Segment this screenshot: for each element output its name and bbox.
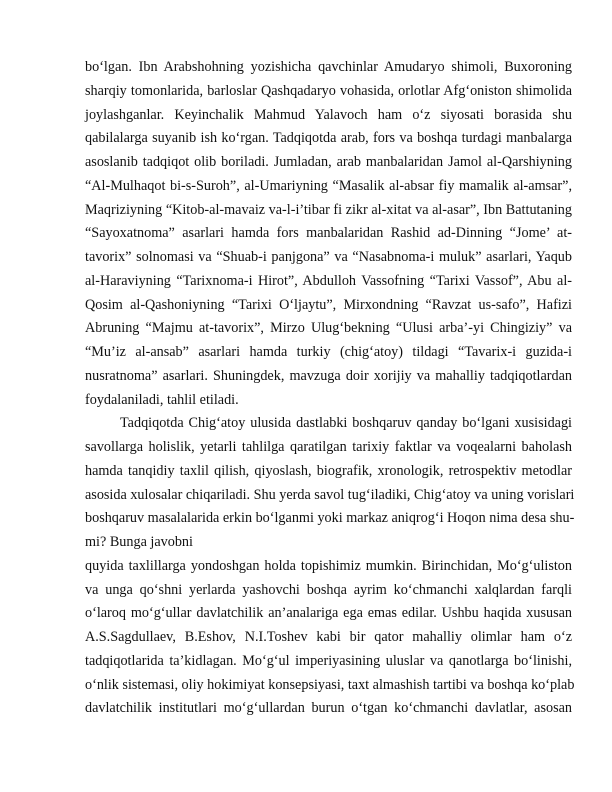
text-line: A.S.Sagdullaev, B.Eshov, N.I.Toshev kabi bir qator mahalliy olimlar ham o‘z [85, 629, 572, 645]
text-line: mi? Bunga javobni [85, 534, 193, 550]
document-page [85, 56, 575, 721]
text-line: quyida taxlillarga yondoshgan holda topishimiz mumkin. Birinchidan, Mo‘g‘uliston [85, 557, 572, 574]
text-line: va unga qo‘shni yerlarda yashovchi boshqa ayrim ko‘chmanchi xalqlardan farqli [85, 581, 572, 598]
text-line: Abruning “Majmu at-tavorix”, Mirzo Ulug‘bekning “Ulusi arba’-yi Chingiziy” va [85, 320, 572, 337]
text-line: asoslanib tadqiqot olib boriladi. Jumladan, arab manbalaridan Jamol al-Qarshiyning [85, 154, 572, 170]
text-line: tadqiqotlarida ta’kidlagan. Mo‘g‘ul imperiyasining uluslar va qanotlarga bo‘linishi, [85, 652, 572, 669]
text-line: o‘laroq mo‘g‘ullar davlatchilik an’analariga ega emas edilar. Ushbu haqida xususan [85, 605, 572, 622]
text-line: foydalaniladi, tahlil etiladi. [85, 391, 239, 408]
text-line: asosida xulosalar chiqariladi. Shu yerda savol tug‘iladiki, Chig‘atoy va uning vorislari [85, 486, 575, 503]
text-line: “Sayoxatnoma” asarlari hamda fors manbalaridan Rashid ad-Dinning “Jome’ at- [85, 225, 572, 242]
text-line: o‘nlik sistemasi, oliy hokimiyat konsepsiyasi, taxt almashish tartibi va boshqa ko‘plab [85, 676, 575, 693]
text-line: nusratnoma” asarlari. Shuningdek, mavzuga doir xorijiy va mahalliy tadqiqotlardan [85, 367, 572, 384]
text-line: boshqaruv masalalarida erkin bo‘lganmi yoki markaz aniqrog‘i Hoqon nima desa shu- [85, 510, 575, 527]
text-line: joylashganlar. Keyinchalik Mahmud Yalavoch ham o‘z siyosati borasida shu [85, 106, 572, 123]
text-line: davlatchilik institutlari mo‘g‘ullardan burun o‘tgan ko‘chmanchi davlatlar, asosan [85, 700, 572, 717]
text-line: al-Haraviyning “Tarixnoma-i Hirot”, Abdulloh Vassofning “Tarixi Vassof”, Abu al- [85, 272, 572, 289]
text-line: Maqriziyning “Kitob-al-mavaiz va-l-i’tibar fi zikr al-xitat va al-asar”, Ibn Battutaning [85, 201, 572, 218]
text-line: bo‘lgan. Ibn Arabshohning yozishicha qavchinlar Amudaryo shimoli, Buxoroning [85, 59, 572, 75]
text-line: sharqiy tomonlarida, barloslar Qashqadaryo vohasida, orlotlar Afg‘oniston shimolida [85, 82, 572, 99]
text-line: tavorix” solnomasi va “Shuab-i panjgona” va “Nasabnoma-i muluk” asarlari, Yaqub [85, 249, 572, 265]
text-line: “Al-Mulhaqot bi-s-Suroh”, al-Umariyning “Masalik al-absar fiy mamalik al-amsar”, [85, 177, 572, 194]
text-line: Tadqiqotda Chig‘atoy ulusida dastlabki boshqaruv qanday bo‘lgani xusisidagi [120, 415, 572, 432]
text-line: Qosim al-Qashoniyning “Tarixi O‘ljaytu”, Mirxondning “Ravzat us-safo”, Hafizi [85, 296, 572, 313]
text-line: savollarga holislik, yetarli tahlilga qaratilgan tarixiy faktlar va voqealarni baholash [85, 439, 572, 455]
text-line: “Mu’iz al-ansab” asarlari hamda turkiy (chig‘atoy) tildagi “Tavarix-i guzida-i [85, 344, 572, 360]
text-line: qabilalarga suyanib ish ko‘rgan. Tadqiqotda arab, fors va boshqa turdagi manbalarga [85, 130, 572, 147]
text-line: hamda tanqidiy taxlil qilish, qiyoslash, biografik, xronologik, retrospektiv metodlar [85, 462, 572, 479]
